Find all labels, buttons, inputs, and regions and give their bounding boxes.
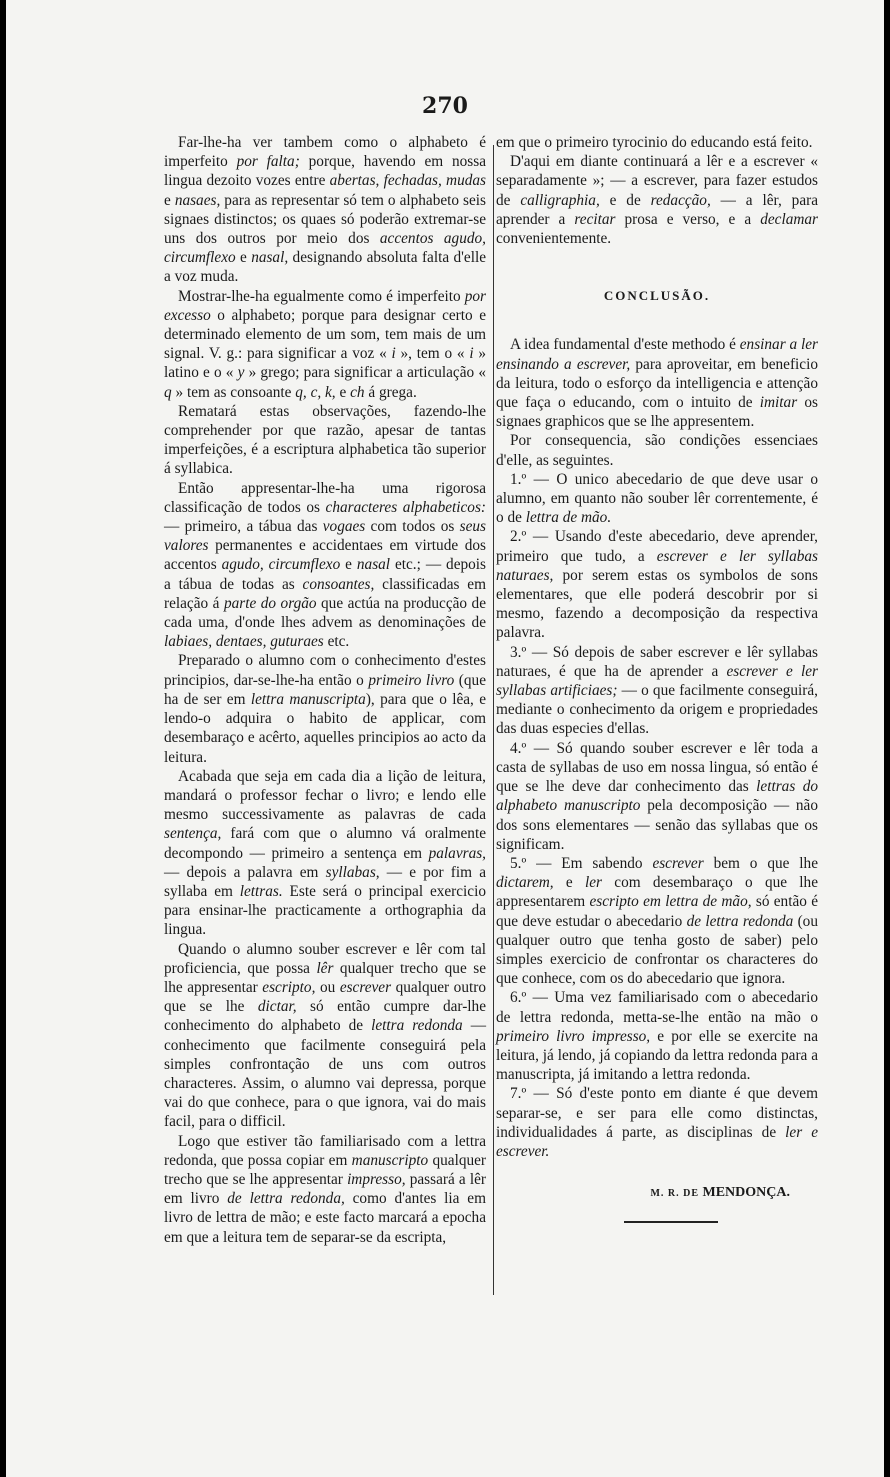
text-run: — o que facilmente conseguirá, mediante o conhecimento da origem e propriedades das duas especies d'ellas. <box>496 682 818 738</box>
text-run: Logo que estiver tão familiarisado com a lettra redonda, que possa copiar em <box>164 1132 486 1169</box>
signature-name: MENDONÇA. <box>702 1185 790 1201</box>
text-run: (que ha de ser em <box>164 671 486 708</box>
italic-run: imitar <box>759 394 798 412</box>
text-run: qualquer trecho que se lhe appresentar <box>164 1151 487 1188</box>
text-run: para aproveitar, em beneficio da leitura, todo o esforço da intelligencia e attenção que faça o educando, com o intuito de <box>496 355 818 412</box>
text-run: 5.º — Em sabendo <box>510 854 653 872</box>
italic-run: por excesso <box>164 287 486 324</box>
text-run: A idea fundamental d'este methodo é <box>510 336 740 354</box>
text-run: 1.º — O unico abecedario de que deve usar o alumno, em quanto não souber lêr correntemente, é o de <box>496 470 818 527</box>
italic-run: nasal <box>356 556 391 574</box>
right-column-bottom <box>496 335 818 1161</box>
paragraph <box>496 1084 818 1161</box>
text-run: — primeiro, a tábua das <box>164 518 323 536</box>
text-run: e <box>553 874 585 892</box>
section-heading: CONCLUSÃO. <box>603 288 711 304</box>
text-run: porque, havendo em nossa lingua dezoito vozes entre <box>164 153 486 190</box>
text-run: e de <box>599 191 651 209</box>
text-run: Mostrar-lhe-ha egualmente como é imperfeito <box>178 287 465 305</box>
text-run: só então é que deve estudar o abecedario <box>496 893 818 930</box>
italic-run: impresso, <box>347 1170 406 1188</box>
text-run: e por elle se exercite na leitura, já lendo, já copiando da lettra redonda para a manuscripta, já imitando a lettra redonda. <box>496 1027 818 1084</box>
text-run: em que o primeiro tyrocinio do educando está feito. <box>496 134 813 151</box>
italic-run: de lettra redonda, <box>227 1190 345 1208</box>
italic-run: escrever <box>339 978 392 996</box>
italic-run: palavras, <box>428 844 486 862</box>
paragraph <box>496 431 818 469</box>
text-run: para as representar só tem o alphabeto seis signaes distinctos; os quaes só poderão extremar-se uns dos outros por meio dos <box>164 191 486 248</box>
text-run: com todos os <box>365 518 460 536</box>
italic-run: escripto, <box>262 978 316 996</box>
text-run: — a lêr, para aprender a <box>496 191 818 228</box>
text-run: Quando o alumno souber escrever e lêr com tal proficiencia, que possa <box>164 940 486 977</box>
paragraph <box>496 470 818 528</box>
italic-run: por falta; <box>236 153 300 171</box>
text-run: bem o que lhe <box>703 854 818 872</box>
italic-run: seus valores <box>164 518 486 555</box>
paragraph <box>496 643 818 739</box>
italic-run: y <box>237 364 245 382</box>
paragraph <box>496 854 818 988</box>
italic-run: abertas, fechadas, mudas <box>329 172 486 190</box>
text-run: 3.º — Só depois de saber escrever e lêr syllabas naturaes, é que ha de aprender a <box>496 643 818 680</box>
italic-run: declamar <box>760 210 818 228</box>
italic-run: characteres alphabeticos: <box>325 498 486 516</box>
italic-run: dictarem, <box>496 874 554 892</box>
text-run: como d'antes lia em livro de lettra de mão; e este facto marcará a epocha em que a leitura tem de separar-se da escripta, <box>164 1190 486 1246</box>
italic-run: nasaes, <box>174 191 221 209</box>
text-run: e <box>335 383 351 401</box>
text-run: designando absoluta falta d'elle a voz muda. <box>164 249 486 286</box>
text-run: etc. <box>323 633 350 651</box>
text-run: pela decomposição — não dos sons elementares — senão das syllabas que os significam. <box>496 797 818 853</box>
text-run: só então cumpre dar-lhe conhecimento do alphabeto de <box>164 998 486 1035</box>
paragraph <box>164 402 486 479</box>
italic-run: redacção, <box>650 191 711 209</box>
italic-run: lettra redonda <box>371 1017 463 1035</box>
italic-run: dictar, <box>257 998 297 1016</box>
text-run: » latino e o « <box>164 345 486 382</box>
text-run: classificadas em relação á <box>164 575 486 612</box>
text-run: permanentes e accidentaes em virtude dos accentos <box>164 537 486 574</box>
text-run: D'aqui em diante continuará a lêr e a escrever « separadamente »; — a escrever, para fazer estudos de <box>496 153 818 209</box>
text-run: com desembaraço o que lhe appresentarem <box>496 874 818 911</box>
italic-run: lettras. <box>239 882 283 900</box>
italic-run: primeiro livro <box>368 671 455 689</box>
italic-run: lettra de mão. <box>525 509 612 527</box>
text-run: 4.º — Só quando souber escrever e lêr toda a casta de syllabas de uso em nossa lingua, só então é que se lhe deve dar conhecimento das <box>496 739 818 796</box>
text-run: Far-lhe-ha ver tambem como o alphabeto é imperfeito <box>164 134 486 171</box>
right-column <box>496 133 818 1223</box>
italic-run: vogaes <box>322 518 366 536</box>
paragraph <box>496 988 818 1084</box>
left-column <box>164 133 486 1247</box>
text-run: e <box>235 249 252 267</box>
text-run: fará com que o alumno vá oralmente decompondo — primeiro a sentença em <box>164 825 486 862</box>
text-run: », tem o « <box>395 345 470 363</box>
italic-run: lettra manuscripta <box>250 690 366 708</box>
text-run: e <box>340 556 357 574</box>
italic-run: ensinar a ler ensinando a escrever, <box>496 336 819 373</box>
italic-run: manuscripto <box>351 1151 429 1169</box>
paragraph <box>496 527 818 642</box>
text-run: 2.º — Usando d'este abecedario, deve aprender, primeiro que tudo, a <box>496 528 818 565</box>
italic-run: parte do orgão <box>223 594 317 612</box>
text-run: Rematará estas observações, fazendo-lhe comprehender por que razão, apesar de tantas imperfeições, é a escriptura alphabetica tão superior á syllabica. <box>164 402 486 478</box>
italic-run: de lettra redonda <box>686 912 794 930</box>
italic-run: agudo, circumflexo <box>221 556 341 574</box>
text-run: Então appresentar-lhe-ha uma rigorosa classificação de todos os <box>164 479 486 516</box>
paragraph <box>496 739 818 854</box>
text-run: prosa e verso, e a <box>615 210 761 228</box>
text-run: Preparado o alumno com o conhecimento d'estes principios, dar-se-lhe-ha então o <box>164 652 486 689</box>
right-column-top <box>496 133 818 248</box>
italic-run: escrever <box>652 854 704 872</box>
text-run: — e por fim a syllaba em <box>164 863 486 900</box>
text-run: qualquer outro que se lhe <box>164 978 486 1016</box>
italic-run: labiaes, dentaes, guturaes <box>164 633 324 651</box>
italic-run: escrever e ler syllabas artificiaes; <box>496 662 818 700</box>
italic-run: ch <box>350 383 365 401</box>
italic-run: i <box>469 345 474 363</box>
text-run: » tem as consoante <box>171 383 296 401</box>
text-run: — depois a palavra em <box>164 863 326 881</box>
text-run: ), para que o lêa, e lendo-o adquira o habito de applicar, com desembaraço e acêrto, aquelles principios ao acto da leitura. <box>164 690 486 766</box>
italic-run: primeiro livro impresso, <box>496 1027 651 1045</box>
italic-run: consoantes, <box>302 575 375 593</box>
signature-initials: M. R. DE <box>650 1188 699 1200</box>
paragraph <box>496 133 818 152</box>
text-run: ou <box>315 978 340 996</box>
text-run: Acabada que seja em cada dia a lição de leitura, mandará o professor fechar o livro; e lendo elle mesmo successivamente as palavras de cada <box>164 767 486 824</box>
text-run: passará a lêr em livro <box>164 1170 486 1208</box>
italic-run: nasal, <box>251 249 289 267</box>
italic-run: sentença, <box>164 825 222 843</box>
italic-run: lettras do alphabeto manuscripto <box>496 778 818 815</box>
text-run: e <box>164 191 175 209</box>
text-run: Por consequencia, são condições essenciaes d'elle, as seguintes. <box>496 432 818 469</box>
text-run: que actúa na producção de cada uma, d'onde lhes advem as denominações de <box>164 594 486 632</box>
italic-run: escrever e ler syllabas naturaes, <box>496 547 818 584</box>
text-run: Este será o principal exercicio para ensinar-lhe practicamente a orthographia da lingua. <box>164 882 486 939</box>
italic-run: ler <box>585 874 602 892</box>
italic-run: syllabas, <box>325 863 380 881</box>
text-run: o alphabeto; porque para designar certo e determinado elemento de um som, tem mais de um signal. V. g.: para significar a voz « <box>164 306 486 363</box>
text-run: — conhecimento que facilmente conseguirá pela simples confrontação de uns com outros characteres. Assim, o alumno vai depressa, porque vai do que conhece, para o que ignora, vai do mais facil, para o difficil. <box>164 1017 487 1131</box>
text-run: etc.; — depois a tábua de todas as <box>164 556 486 593</box>
text-run: (ou qualquer outro que tenha gosto de saber) pelo simples exercicio de confrontar os characteres do que conhece, com os do abecedario que ignora. <box>496 912 818 988</box>
text-run: á grega. <box>364 383 417 401</box>
text-run: » grego; para significar a articulação « <box>244 364 486 382</box>
signature <box>496 1183 818 1203</box>
italic-run: escripto em lettra de mão, <box>589 893 752 911</box>
page <box>6 0 884 1477</box>
italic-run: lêr <box>316 959 334 977</box>
paragraph <box>164 1132 486 1247</box>
paragraph <box>164 767 486 940</box>
paragraph <box>496 335 818 431</box>
text-run: 7.º — Só d'este ponto em diante é que devem separar-se, e ser para elle como distinctas, individualidades á parte, as disciplinas de <box>496 1085 818 1141</box>
italic-run: i <box>391 345 396 363</box>
italic-run: accentos agudo, circumflexo <box>164 230 486 267</box>
page-number: 270 <box>422 93 468 119</box>
italic-run: q <box>164 383 172 401</box>
italic-run: ler e escrever. <box>496 1123 818 1160</box>
text-run: qualquer trecho que se lhe appresentar <box>164 959 486 996</box>
text-run: convenientemente. <box>496 230 612 248</box>
italic-run: q, c, k, <box>295 383 336 401</box>
end-rule <box>624 1221 718 1223</box>
paragraph <box>164 133 486 287</box>
text-run: 6.º — Uma vez familiarisado com o abecedario de lettra redonda, metta-se-lhe então na mão o <box>496 989 818 1026</box>
text-run: por serem estas os symbolos de sons elementares, que elle poderá descobrir por si mesmo, fazendo a decomposição da respectiva palavra. <box>496 566 818 642</box>
paragraph <box>496 152 818 248</box>
paragraph <box>164 940 486 1132</box>
column-divider <box>493 145 494 1295</box>
paragraph <box>164 651 486 766</box>
italic-run: recitar <box>574 210 616 228</box>
italic-run: calligraphia, <box>520 191 600 209</box>
paragraph <box>164 287 486 402</box>
text-run: os signaes graphicos que se lhe appresentem. <box>496 394 818 431</box>
paragraph <box>164 479 486 652</box>
